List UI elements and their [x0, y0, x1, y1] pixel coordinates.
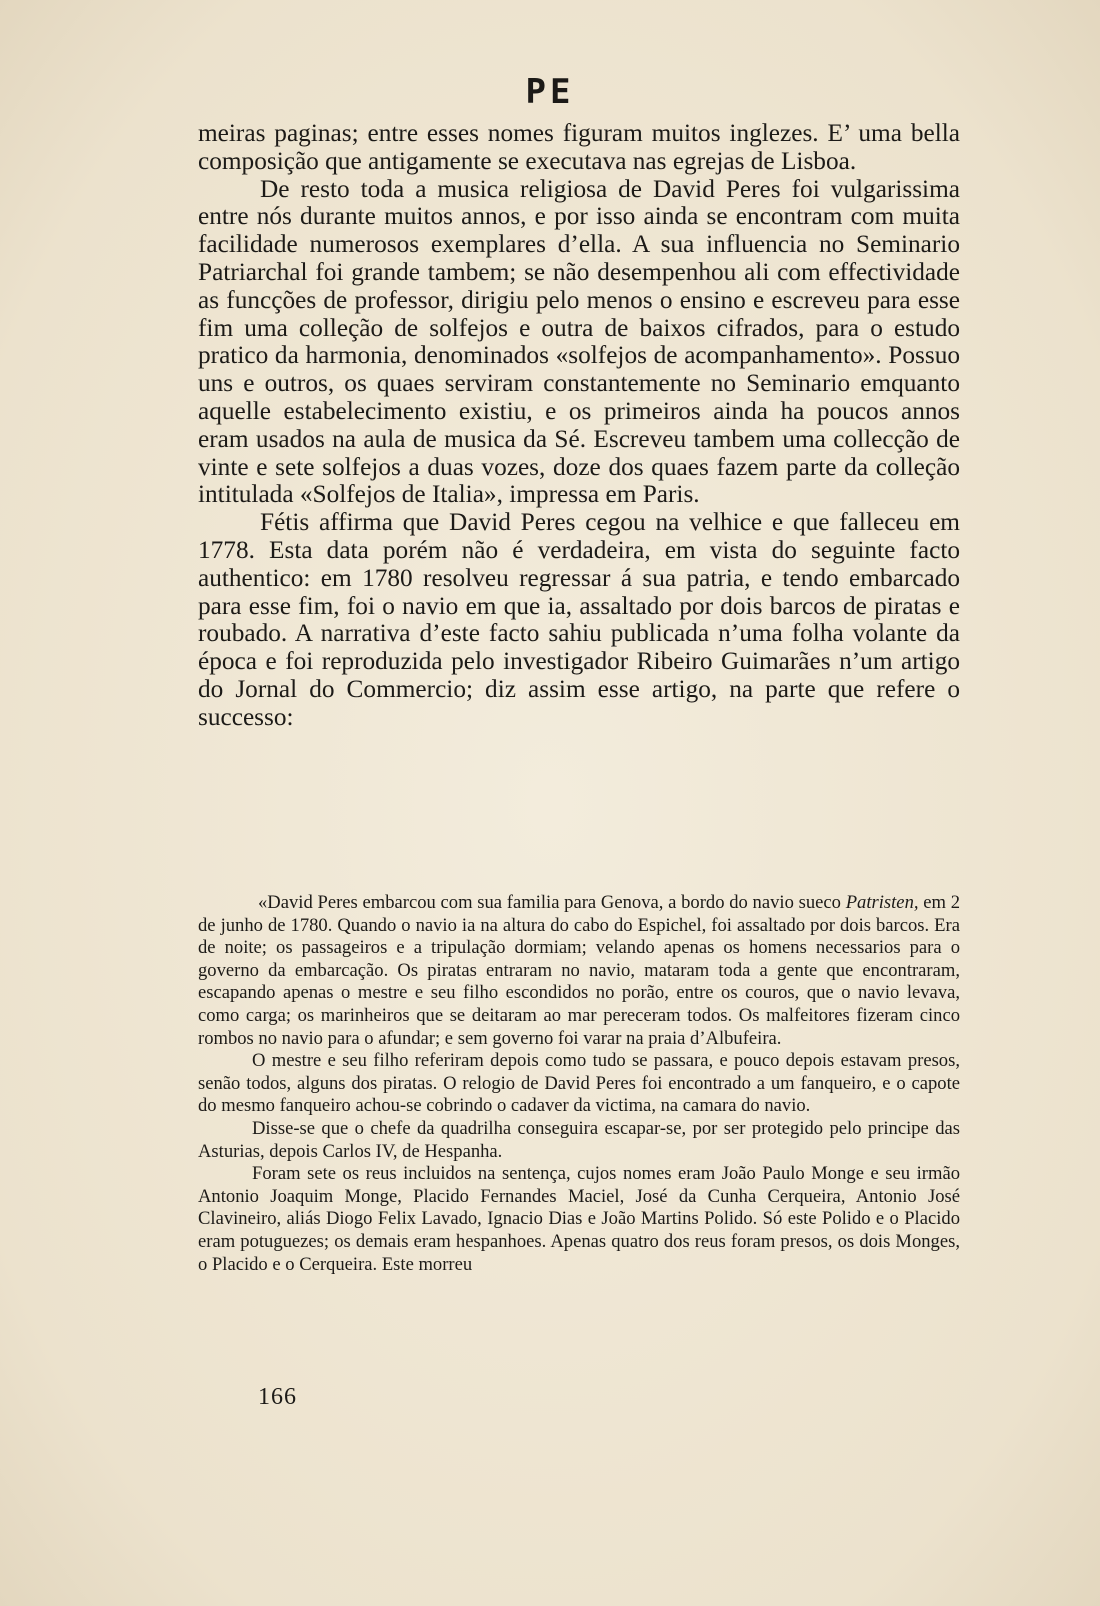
- paragraph-continuation: meiras paginas; entre esses nomes figuram muitos inglezes. E’ uma bella composição que antigamente se executava nas egrejas de Lisboa.: [198, 119, 960, 175]
- quote-paragraph-2: O mestre e seu filho referiram depois como tudo se passara, e pouco depois estavam presos, senão todos, alguns dos piratas. O relogio de David Peres foi encontrado a um fanqueiro, e o capote do mesmo fanqueiro achou-se cobrindo o cadaver da victima, na camara do navio.: [198, 1050, 960, 1117]
- page-number: 166: [258, 1384, 297, 1410]
- paragraph-religious-music: De resto toda a musica religiosa de David Peres foi vulgarissima entre nós durante muitos annos, e por isso ainda se encontram com muita facilidade numerosos exemplares d’ella. A sua influencia no Seminario Patriarchal foi grande tambem; se não desempenhou ali com effectividade as funcções de professor, dirigiu pelo menos o ensino e escreveu para esse fim uma colleção de solfejos e outra de baixos cifrados, para o estudo pratico da harmonia, denominados «solfejos de acompanhamento». Possuo uns e outros, os quaes serviram constantemente no Seminario emquanto aquelle estabelecimento existiu, e os primeiros ainda ha poucos annos eram usados na aula de musica da Sé. Escreveu tambem uma collecção de vinte e sete solfejos a duas vozes, doze dos quaes fazem parte da colleção intitulada «Solfejos de Italia», impressa em Paris.: [198, 174, 960, 509]
- quote-p1-end: em 2 de junho de 1780. Quando o navio ia na altura do cabo do Espichel, foi assaltado por dois barcos. Era de noite; os passageiros e a tripulação dormiam; velando apenas os homens necessarios para o governo da embarcação. Os piratas entraram no navio, mataram toda a gente que encontraram, escapando apenas o mestre e seu filho escondidos no porão, entre os couros, que o navio levava, como carga; os marinheiros que se deitaram ao mar pereceram todos. Os malfeitores fizeram cinco rombos no navio para o afundar; e sem governo foi varar na praia d’Albufeira.: [198, 892, 961, 1049]
- quoted-narrative: [198, 892, 960, 1276]
- quote-paragraph-4: Foram sete os reus incluidos na sentença, cujos nomes eram João Paulo Monge e seu irmão Antonio Joaquim Monge, Placido Fernandes Maciel, José da Cunha Cerqueira, Antonio José Clavineiro, aliás Diogo Felix Lavado, Ignacio Dias e João Martins Polido. Só este Polido e o Placido eram potuguezes; os demais eram hespanhoes. Apenas quatro dos reus foram presos, os dois Monges, o Placido e o Cerqueira. Este morreu: [198, 1163, 960, 1275]
- ship-name: Patristen,: [845, 892, 919, 913]
- running-head: PE: [525, 72, 575, 112]
- paragraph-fetis: Fétis affirma que David Peres cegou na velhice e que falleceu em 1778. Esta data porém não é verdadeira, em vista do seguinte facto authentico: em 1780 resolveu regressar á sua patria, e tendo embarcado para esse fim, foi o navio em que ia, assaltado por dois barcos de piratas e roubado. A narrativa d’este facto sahiu publicada n’uma folha volante da época e foi reproduzida pelo investigador Ribeiro Guimarães n’um artigo do Jornal do Commercio; diz assim esse artigo, na parte que refere o successo:: [198, 508, 960, 731]
- main-body-text: [198, 120, 960, 732]
- quote-p1-start: «David Peres embarcou com sua familia para Genova, a bordo do navio sueco: [258, 892, 846, 913]
- quote-paragraph-3: Disse-se que o chefe da quadrilha conseguira escapar-se, por ser protegido pelo principe das Asturias, depois Carlos IV, de Hespanha.: [198, 1117, 960, 1162]
- quote-paragraph-1: [198, 892, 960, 1050]
